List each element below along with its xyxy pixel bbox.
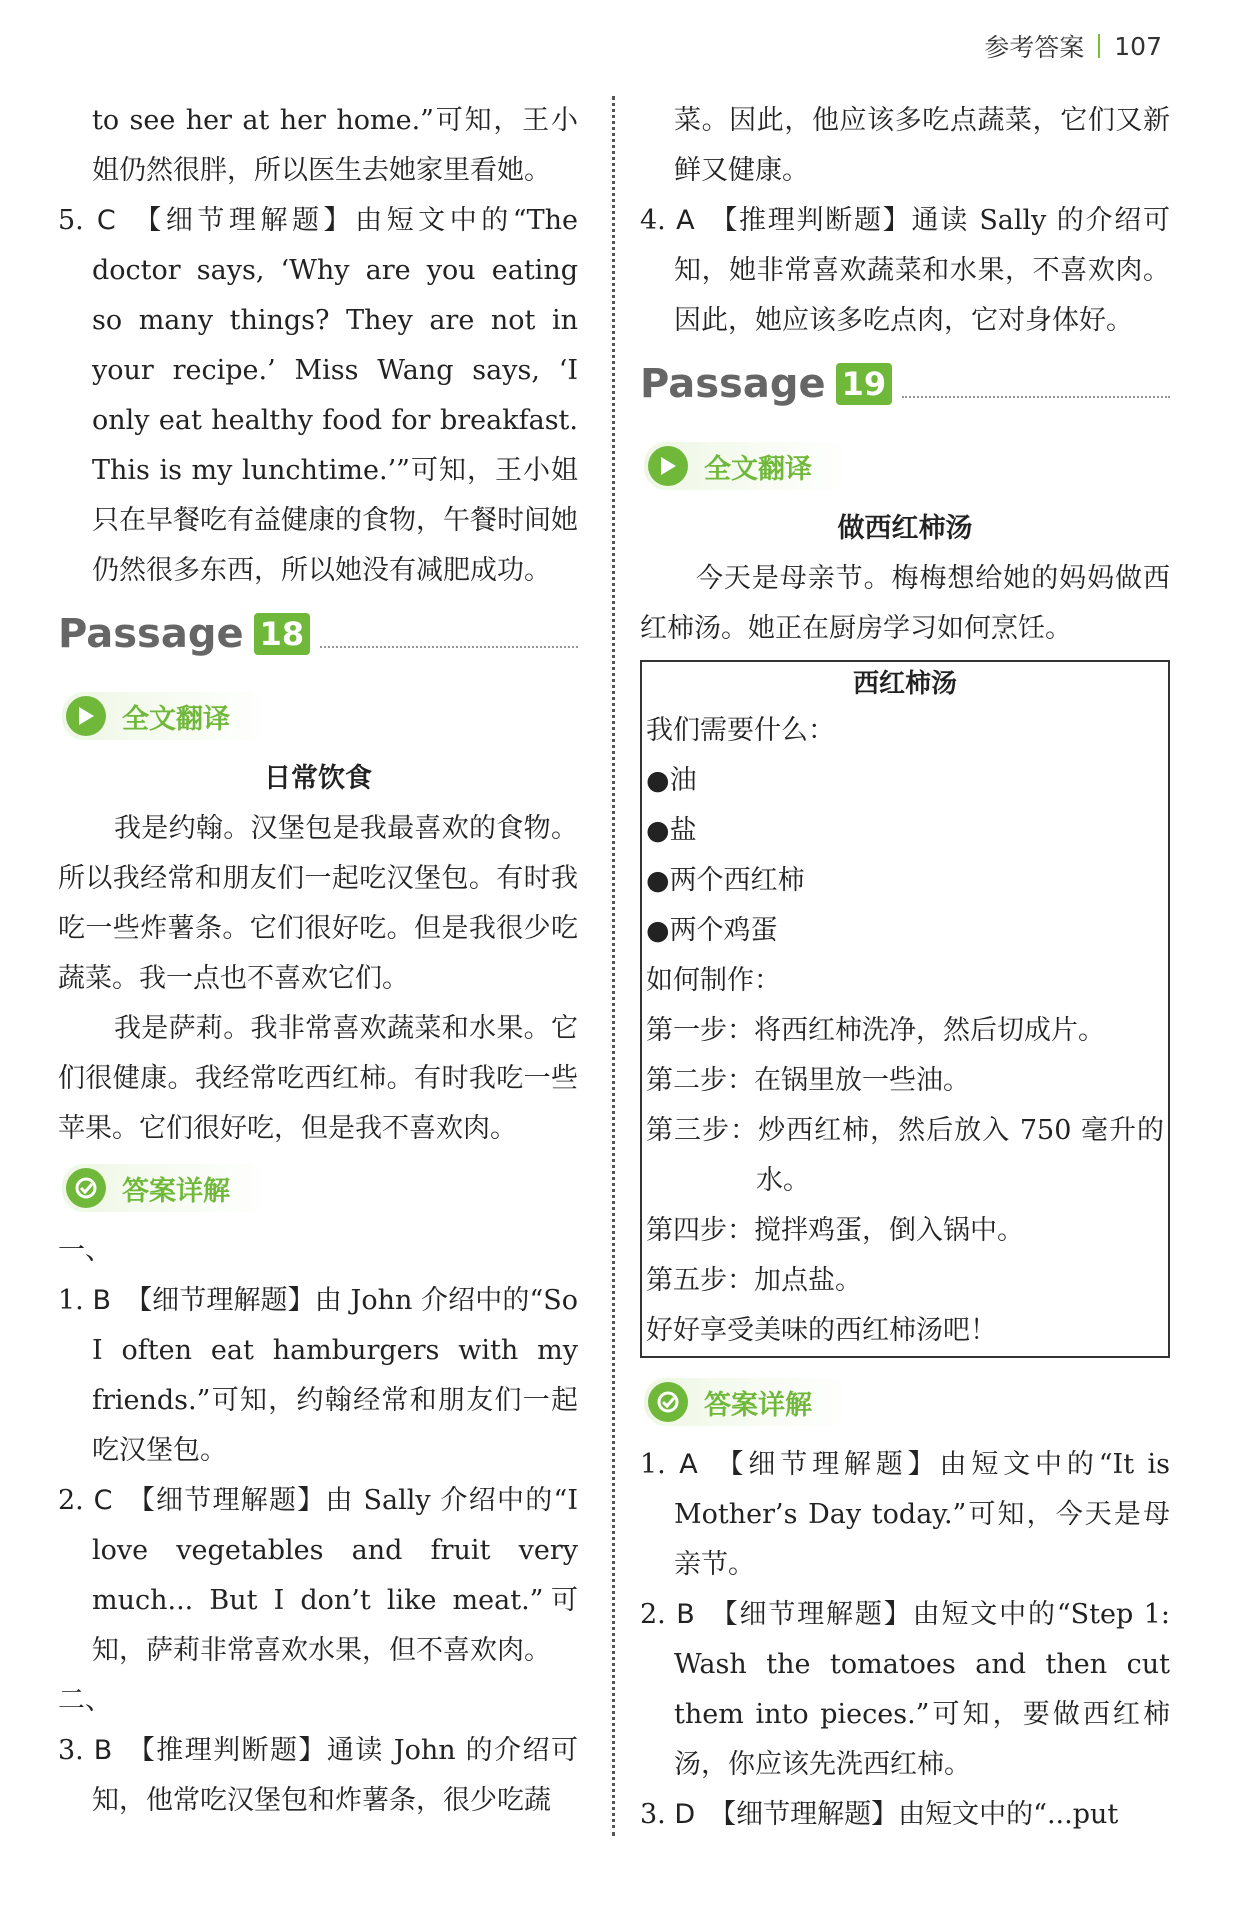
answer-item-3 <box>58 1726 578 1826</box>
header-separator <box>1098 34 1100 58</box>
page-number: 107 <box>1114 31 1162 61</box>
check-badge-icon <box>66 1168 106 1208</box>
answer-explanation: 【细节理解题】由短文中的“Step 1: Wash the tomatoes and then cut them into pieces.”可知，要做西红柿汤，你应该先洗西红柿。 <box>674 1599 1170 1780</box>
answer-number: 5. <box>58 205 84 236</box>
answer-item-2 <box>58 1476 578 1676</box>
passage-19-heading <box>640 354 1170 414</box>
answer-item-4 <box>640 196 1170 346</box>
recipe-step: 第三步：炒西红柿，然后放入 750 毫升的水。 <box>646 1115 1165 1196</box>
section-tag-label: 全文翻译 <box>122 703 230 735</box>
section-tag-label: 全文翻译 <box>704 453 812 485</box>
recipe-title: 西红柿汤 <box>852 669 957 699</box>
answer-letter: B <box>676 1599 695 1630</box>
recipe-ingredient: ● 油 <box>646 756 1164 806</box>
answer-item-2 <box>640 1590 1170 1790</box>
translation-section-tag <box>62 692 270 740</box>
passage-number-badge: 19 <box>836 363 893 405</box>
recipe-step: 第五步：加点盐。 <box>646 1265 862 1296</box>
answer-letter: A <box>679 1449 698 1480</box>
answer-explanation: 【推理判断题】通读 Sally 的介绍可知，她非常喜欢蔬菜和水果，不喜欢肉。因此，她应该多吃点肉，它对身体好。 <box>674 205 1170 336</box>
continued-answer-text: to see her at her home.”可知，王小姐仍然很胖，所以医生去她家里看她。 <box>92 105 578 186</box>
continued-answer-text: 菜。因此，他应该多吃点蔬菜，它们又新鲜又健康。 <box>674 105 1170 186</box>
recipe-step: 第二步：在锅里放一些油。 <box>646 1065 970 1096</box>
answer-item-1 <box>640 1440 1170 1590</box>
answer-number: 1. <box>640 1449 666 1480</box>
article-title: 做西红柿汤 <box>837 513 973 544</box>
answer-number: 3. <box>640 1799 666 1830</box>
answer-number: 2. <box>640 1599 666 1630</box>
answer-item-5 <box>58 196 578 596</box>
left-column <box>58 96 578 1826</box>
section-tag-label: 答案详解 <box>122 1175 230 1207</box>
answer-letter: C <box>96 205 116 236</box>
recipe-method-heading: 如何制作： <box>646 965 781 996</box>
passage-label: Passage <box>640 361 826 407</box>
page-header <box>984 28 1162 64</box>
header-section-title: 参考答案 <box>984 33 1085 62</box>
answer-section-tag <box>62 1164 270 1212</box>
answer-item-3 <box>640 1790 1170 1840</box>
column-divider <box>612 96 615 1836</box>
passage-label: Passage <box>58 611 244 657</box>
answer-number: 4. <box>640 205 666 236</box>
recipe-ingredient: ● 盐 <box>646 806 1164 856</box>
answer-explanation: 【细节理解题】由短文中的“...put <box>709 1799 1119 1830</box>
recipe-ingredients-heading: 我们需要什么： <box>646 715 835 746</box>
answer-letter: A <box>676 205 695 236</box>
dotted-rule <box>320 620 578 648</box>
answer-number: 1. <box>58 1285 84 1316</box>
answer-explanation: 【细节理解题】由短文中的“The doctor says, ‘Why are you eating so many things? They are not in your recipe.’ Miss Wang says, ‘I only eat healthy food for breakfast. This is my lunchtime.’”可知，王小姐只在早餐吃有益健康的食物，午餐时间她仍然很多东西，所以她没有减肥成功。 <box>92 205 578 586</box>
check-badge-icon <box>648 1382 688 1422</box>
recipe-box <box>640 660 1170 1358</box>
article-paragraph: 今天是母亲节。梅梅想给她的妈妈做西红柿汤。她正在厨房学习如何烹饪。 <box>640 563 1170 644</box>
answer-letter: B <box>92 1285 111 1316</box>
recipe-step: 第四步：搅拌鸡蛋，倒入锅中。 <box>646 1215 1024 1246</box>
answer-letter: C <box>93 1485 113 1516</box>
play-icon <box>648 446 688 486</box>
article-paragraph: 我是约翰。汉堡包是我最喜欢的食物。所以我经常和朋友们一起吃汉堡包。有时我吃一些炸薯条。它们很好吃。但是我很少吃蔬菜。我一点也不喜欢它们。 <box>58 813 578 994</box>
section-tag-label: 答案详解 <box>704 1389 812 1421</box>
answer-number: 2. <box>58 1485 84 1516</box>
answer-explanation: 【推理判断题】通读 John 的介绍可知，他常吃汉堡包和炸薯条，很少吃蔬 <box>92 1735 578 1816</box>
recipe-step: 第一步：将西红柿洗净，然后切成片。 <box>646 1015 1105 1046</box>
answer-explanation: 【细节理解题】由 John 介绍中的“So I often eat hamburgers with my friends.”可知，约翰经常和朋友们一起吃汉堡包。 <box>92 1285 578 1466</box>
answer-section-tag <box>644 1378 852 1426</box>
answer-item-1 <box>58 1276 578 1476</box>
answer-letter: D <box>674 1799 696 1830</box>
answer-explanation: 【细节理解题】由短文中的“It is Mother’s Day today.”可知，今天是母亲节。 <box>674 1449 1170 1580</box>
translation-section-tag <box>644 442 852 490</box>
dotted-rule <box>902 370 1170 398</box>
play-icon <box>66 696 106 736</box>
passage-number-badge: 18 <box>254 613 311 655</box>
part-label: 一、 <box>58 1235 112 1266</box>
article-title: 日常饮食 <box>264 763 372 794</box>
article-paragraph: 我是萨莉。我非常喜欢蔬菜和水果。它们很健康。我经常吃西红柿。有时我吃一些苹果。它们很好吃，但是我不喜欢肉。 <box>58 1013 578 1144</box>
answer-letter: B <box>93 1735 113 1766</box>
recipe-ingredient: ● 两个西红柿 <box>646 856 1164 906</box>
right-column <box>640 96 1170 1840</box>
answer-number: 3. <box>58 1735 84 1766</box>
part-label: 二、 <box>58 1685 112 1716</box>
recipe-ingredient: ● 两个鸡蛋 <box>646 906 1164 956</box>
recipe-closing: 好好享受美味的西红柿汤吧！ <box>646 1315 997 1346</box>
answer-explanation: 【细节理解题】由 Sally 介绍中的“I love vegetables and fruit very much... But I don’t like meat.”可知，萨莉非常喜欢水果，但不喜欢肉。 <box>92 1485 578 1666</box>
passage-18-heading <box>58 604 578 664</box>
